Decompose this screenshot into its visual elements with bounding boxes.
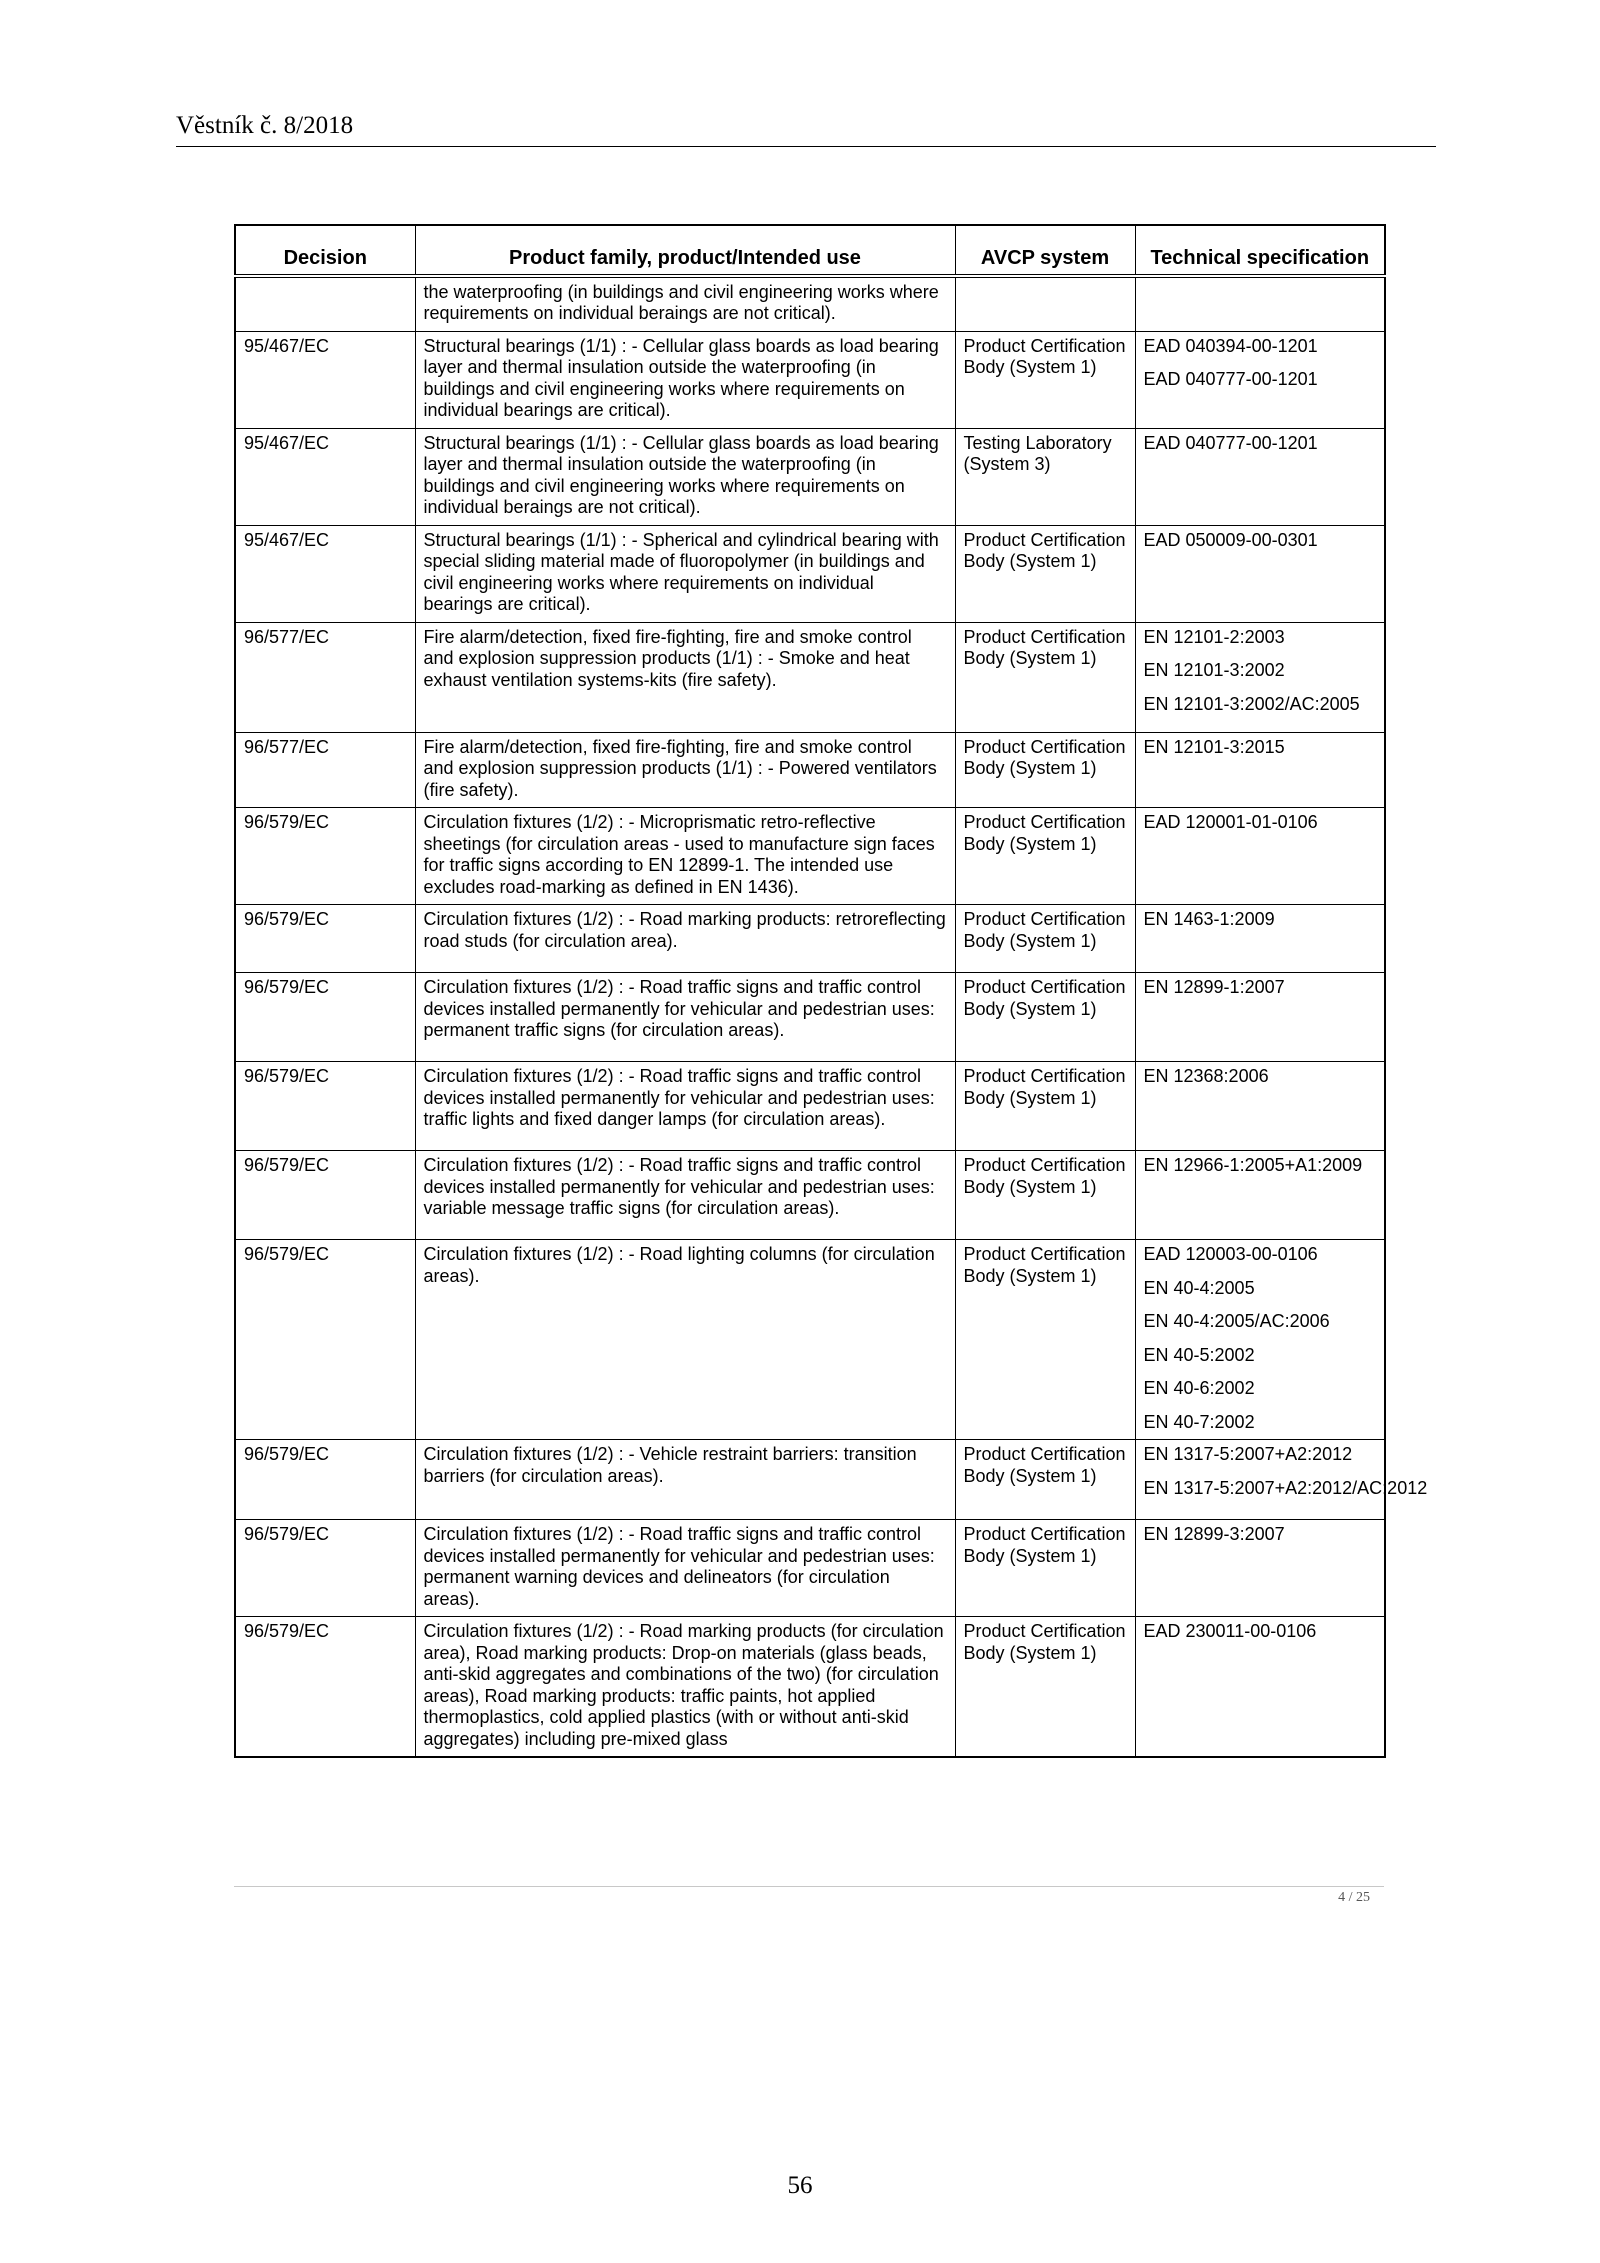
cell-decision: 96/579/EC [235,1062,415,1151]
tech-spec-item: EAD 230011-00-0106 [1143,1621,1317,1641]
table-body [235,276,1428,1758]
cell-decision: 96/577/EC [235,622,415,732]
tech-spec-item: EAD 120001-01-0106 [1143,812,1318,832]
tech-spec-item: EN 12966-1:2005+A1:2009 [1143,1155,1363,1175]
cell-tech [1135,808,1385,905]
table-row [235,1520,1385,1617]
cell-avcp: Product Certification Body (System 1) [955,973,1135,1062]
cell-tech [1135,525,1385,622]
page-number: 56 [787,2172,813,2199]
cell-decision: 96/579/EC [235,1617,415,1758]
cell-product: Circulation fixtures (1/2) : - Road traffic signs and traffic control devices installed permanently for vehicular and pedestrian uses: permanent warning devices and delineators (for circulation areas). [415,1520,955,1617]
cell-product: Circulation fixtures (1/2) : - Road traffic signs and traffic control devices installed permanently for vehicular and pedestrian uses: permanent traffic signs (for circulation areas). [415,973,955,1062]
cell-tech [1135,331,1385,428]
cell-tech [1135,1520,1385,1617]
table-row [235,732,1385,808]
cell-avcp: Product Certification Body (System 1) [955,905,1135,973]
cell-decision: 96/579/EC [235,1440,415,1520]
cell-product: Circulation fixtures (1/2) : - Vehicle restraint barriers: transition barriers (for circulation areas). [415,1440,955,1520]
cell-decision: 96/579/EC [235,905,415,973]
table-row [235,1440,1385,1520]
tech-spec-item: EN 1317-5:2007+A2:2012 [1143,1444,1353,1464]
table-header-row [235,225,1385,276]
cell-decision: 96/579/EC [235,973,415,1062]
table-row [235,331,1385,428]
cell-avcp: Product Certification Body (System 1) [955,1440,1135,1520]
cell-product: Fire alarm/detection, fixed fire-fighting, fire and smoke control and explosion suppression products (1/1) : - Smoke and heat exhaust ventilation systems-kits (fire safety). [415,622,955,732]
header-rule [176,146,1436,147]
tech-spec-item: EAD 040394-00-1201 [1143,335,1318,356]
cell-avcp [955,276,1135,332]
cell-avcp: Product Certification Body (System 1) [955,1062,1135,1151]
tech-spec-item: EN 12101-3:2015 [1143,736,1285,757]
cell-avcp: Product Certification Body (System 1) [955,1240,1135,1440]
cell-tech [1135,1240,1385,1440]
tech-spec-item: EN 12101-3:2002/AC:2005 [1143,693,1360,714]
cell-product: Circulation fixtures (1/2) : - Road marking products (for circulation area), Road marking products: Drop-on materials (glass beads, anti-skid aggregates and combinations of the two) (for circulation areas), Road marking products: traffic paints, hot applied thermoplastics, cold applied plastics (with or without anti-skid aggregates) including pre-mixed glass [415,1617,955,1758]
tech-spec-item: EAD 040777-00-1201 [1143,432,1318,453]
tech-spec-item: EN 40-7:2002 [1143,1411,1255,1432]
cell-product: Circulation fixtures (1/2) : - Road marking products: retroreflecting road studs (for circulation area). [415,905,955,973]
cell-decision: 96/579/EC [235,808,415,905]
cell-avcp: Product Certification Body (System 1) [955,1520,1135,1617]
cell-product: Circulation fixtures (1/2) : - Road traffic signs and traffic control devices installed permanently for vehicular and pedestrian uses: traffic lights and fixed danger lamps (for circulation areas). [415,1062,955,1151]
tech-spec-item: EAD 120003-00-0106 [1143,1244,1318,1264]
tech-spec-item: EN 1317-5:2007+A2:2012/AC:2012 [1143,1477,1428,1498]
journal-header: Věstník č. 8/2018 [176,112,354,139]
cell-decision: 95/467/EC [235,331,415,428]
table-row [235,1062,1385,1151]
header-tech: Technical specification [1135,225,1385,276]
cell-tech [1135,1062,1385,1151]
cell-decision: 96/579/EC [235,1520,415,1617]
tech-spec-item: EAD 040777-00-1201 [1143,369,1318,389]
cell-product: Fire alarm/detection, fixed fire-fighting, fire and smoke control and explosion suppression products (1/1) : - Powered ventilators (fire safety). [415,732,955,808]
cell-avcp: Product Certification Body (System 1) [955,1151,1135,1240]
cell-tech [1135,276,1385,332]
header-decision: Decision [235,225,415,276]
tech-spec-item: EN 40-4:2005/AC:2006 [1143,1311,1330,1331]
cell-product: Circulation fixtures (1/2) : - Road lighting columns (for circulation areas). [415,1240,955,1440]
tech-spec-item: EN 1463-1:2009 [1143,909,1275,929]
cell-avcp: Product Certification Body (System 1) [955,622,1135,732]
cell-decision: 96/579/EC [235,1240,415,1440]
tech-spec-item: EN 40-4:2005 [1143,1277,1255,1298]
cell-tech [1135,905,1385,973]
table-row [235,1617,1385,1758]
tech-spec-item: EN 40-6:2002 [1143,1378,1255,1398]
cell-decision: 96/577/EC [235,732,415,808]
tech-spec-item: EN 12899-1:2007 [1143,977,1285,997]
cell-product: the waterproofing (in buildings and civil engineering works where requirements on individual beraings are not critical). [415,276,955,332]
table-row [235,1240,1385,1440]
table-row [235,428,1385,525]
cell-avcp: Product Certification Body (System 1) [955,525,1135,622]
cell-tech [1135,428,1385,525]
tech-spec-item: EN 12101-3:2002 [1143,660,1285,680]
table-row [235,808,1385,905]
cell-product: Circulation fixtures (1/2) : - Microprismatic retro-reflective sheetings (for circulation areas - used to manufacture sign faces for traffic signs according to EN 12899-1. The intended use excludes road-marking as defined in EN 1436). [415,808,955,905]
table-row [235,276,1385,332]
cell-product: Structural bearings (1/1) : - Cellular glass boards as load bearing layer and thermal insulation outside the waterproofing (in buildings and civil engineering works where requirements on individual bearings are critical). [415,331,955,428]
cell-tech [1135,1617,1385,1758]
tech-spec-item: EN 12368:2006 [1143,1066,1269,1086]
footer-rule [234,1886,1384,1887]
cell-product: Structural bearings (1/1) : - Cellular glass boards as load bearing layer and thermal insulation outside the waterproofing (in buildings and civil engineering works where requirements on individual beraings are not critical). [415,428,955,525]
header-avcp: AVCP system [955,225,1135,276]
footer-page-of: 4 / 25 [1338,1890,1370,1905]
table-row [235,973,1385,1062]
tech-spec-item: EN 12899-3:2007 [1143,1524,1285,1544]
cell-tech [1135,1440,1428,1520]
cell-tech [1135,1151,1385,1240]
cell-decision [235,276,415,332]
cell-decision: 95/467/EC [235,525,415,622]
cell-tech [1135,973,1385,1062]
cell-avcp: Product Certification Body (System 1) [955,732,1135,808]
header-product: Product family, product/Intended use [415,225,955,276]
table-row [235,905,1385,973]
table-row [235,1151,1385,1240]
cell-decision: 95/467/EC [235,428,415,525]
table-row [235,622,1385,732]
cell-avcp: Testing Laboratory (System 3) [955,428,1135,525]
tech-spec-item: EN 12101-2:2003 [1143,626,1285,647]
tech-spec-item: EAD 050009-00-0301 [1143,529,1318,550]
cell-product: Structural bearings (1/1) : - Spherical and cylindrical bearing with special sliding material made of fluoropolymer (in buildings and civil engineering works where requirements on individual bearings are critical). [415,525,955,622]
cell-tech [1135,732,1385,808]
cell-avcp: Product Certification Body (System 1) [955,808,1135,905]
table-row [235,525,1385,622]
cell-tech [1135,622,1385,732]
cell-product: Circulation fixtures (1/2) : - Road traffic signs and traffic control devices installed permanently for vehicular and pedestrian uses: variable message traffic signs (for circulation areas). [415,1151,955,1240]
cell-avcp: Product Certification Body (System 1) [955,1617,1135,1758]
specification-table [234,224,1428,1758]
cell-decision: 96/579/EC [235,1151,415,1240]
tech-spec-item: EN 40-5:2002 [1143,1344,1255,1365]
cell-avcp: Product Certification Body (System 1) [955,331,1135,428]
